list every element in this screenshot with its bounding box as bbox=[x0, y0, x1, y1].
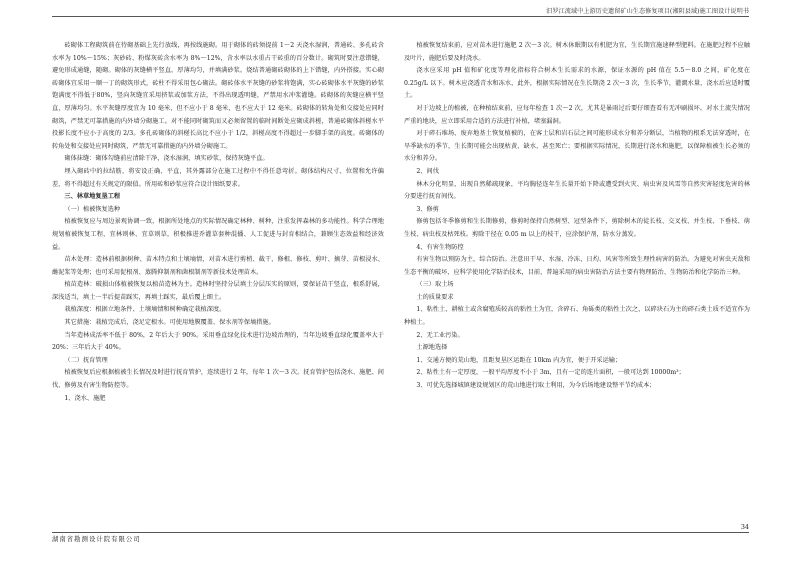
paragraph: 土的质量要求 bbox=[416, 293, 454, 301]
subsection-heading: （一）植被恢复选种 bbox=[64, 205, 121, 213]
paragraph: 2、间伐 bbox=[416, 167, 439, 175]
paragraph: 当年造林成活率不低于 80%，2 年后大于 90%。采用垂直绿化技术进行边坡治理的，当年边坡垂直绿化覆盖率大于 20%；三年后大于 40%。 bbox=[52, 331, 384, 352]
paragraph: 其它措施：栽植完成后，浇足定根水。可使用地膜覆盖、保水剂等保墒措施。 bbox=[64, 319, 275, 327]
paragraph: 植被恢复应与周边景观协调一致，根据所处地点的实际情况确定林种、树种，注重发挥森林的多功能性。科学合理地规划植被恢复工程，宜林则林、宜草则草，积极推进乔灌草套种混播、人工促进与封育相结合，兼顾生态效益和经济效益。 bbox=[52, 218, 384, 251]
header-title: 汨罗江流域中上游历史遗留矿山生态修复项目(湘阴县域)施工图设计说明书 bbox=[546, 8, 749, 15]
page-header bbox=[0, 0, 793, 20]
paragraph: 砖砌体工程砌筑前在待砌基础上先行放线，再按线施砌。用于砌体的砖须提前 1～2 天浇水湿润，普通砖、多孔砖含水率为 10%～15%；灰砂砖、粉煤灰砖含水率为 8%～12%，含水率以水重占干砖重的百分数计。砌筑时要注意错缝，避免形成通缝，随砌。砌体的灰缝横平竖直，厚薄均匀，并填满砂浆。烧结普通砌砖砌体的上下错缝，内外搭接。实心砌砖砌体宜采用一顺一丁的砌筑形式，砖柱不得采用包心砌法。砌砖体水平灰缝的砂浆将饱满，实心砖砌体水平灰缝的砂浆饱满度不得低于80%，竖向灰缝宜采用挤浆或加浆方法，不得出现透明缝，严禁用水冲浆灌缝。砖砌体的灰缝应横平竖直，厚薄均匀。水平灰缝厚度宜为 10 毫米，但不应小于 8 毫米，也不应大于 12 毫米。砖砌体的转角处和交接处应同时砌筑，严禁无可靠措施的内外墙分砌施工。对不能同时砌筑而又必须留置的临时间断处应砌成斜槎，普通砖砌体斜槎水平投影长度不应小于高度的 2/3。多孔砖砌体的斜槎长高比不应小于 1/2，斜槎高度不得超过一步脚手架的高度。砖砌体的转角处和交接处应同时砌筑，严禁无可靠措施的内外墙分砌施工。 bbox=[52, 42, 384, 150]
paragraph: 砌体抹缝：砌体勾缝前应清除干净，浇水湿润，填实砂浆，保持灰缝平直。 bbox=[64, 155, 269, 163]
paragraph: 对于边坡上的植被，在种植结束前，应每年检查 1 次～2 次，尤其是暴雨过后要仔细查看有无冲刷损坏。对水土流失情况严重的地块，应立即采用合适的方法进行补植，堵塞漏洞。 bbox=[404, 104, 750, 125]
footer-rule bbox=[52, 532, 749, 533]
paragraph: 4、有害生物防控 bbox=[416, 243, 464, 251]
page-number: 34 bbox=[740, 523, 749, 531]
paragraph: 修剪包括冬季修剪和生长期修剪，修剪时保持自然树型、冠型条件下，剪除树木的徒长枝、交叉枝、并生枝、下垂枝、萌生枝、病虫枝及枯死枝。剪除干径在 0.05 m 以上的枝干，应涂保护剂，防水分蒸发。 bbox=[404, 218, 750, 238]
paragraph: 2、粘性土有一定厚度，一般平均厚度不小于 3m，且有一定的连片面积，一般可达到 10000m³； bbox=[416, 369, 685, 377]
paragraph: 1、粘性土，耕植土或含腐殖质较高的粘性土为宜，含碎石、角砾类的粘性土次之，以碎块石为主的碎石类土质不适宜作为种植土。 bbox=[404, 306, 750, 327]
paragraph: 埋入砌砖中的拉结筋，将安设正确、平直，其外露部分在施工过程中不得任意弯折。砌体结构尺寸、位置和允许偏差，将不得超过有关规定的限值。所用砖和砂浆应符合设计图纸要求。 bbox=[52, 167, 384, 188]
paragraph: 3、可优先选择城镇建设规划区的荒山地进行取土利用，为今后场地建设整平节约成本； bbox=[416, 382, 656, 390]
paragraph: 对于碎石堆场、废弃地基土恢复植被的，在客土层和岩石层之间可能形成水分和养分断层，当植物的根系无法穿透时，在旱季缺水的季节，生长期可能会出现枯黄、缺水，甚至死亡；要根据实际情况，长期进行浇水和施肥，以保障植被生长必须的水分和养分。 bbox=[404, 130, 750, 163]
paragraph: 植苗造林：破损山体植被恢复以植苗造林为主。造林时坚持分层填土分层压实的原则，要保证苗干竖直，根系舒展，深浅适当，填土一半后提苗踩实，再填土踩实，最后覆上细土。 bbox=[52, 281, 384, 301]
right-column bbox=[404, 40, 750, 393]
paragraph: 有害生物以预防为主，综合防治。注意田干早、水湿、冷冻、日灼、风害等所致生理性病害的防治。为避免对害虫天敌和生态平衡的破坏，应科学使用化学防治技术，目前，普遍采用的病虫害防治方法主要有物理防治、生物防治和化学防治三种。 bbox=[404, 256, 750, 276]
paragraph: 1、交通方便的荒山地，且距复垦区运距在 10km 内为宜，便于开采运输； bbox=[416, 356, 622, 364]
paragraph: 苗木处理：造林前根据树种、苗木特点和土壤墒情，对苗木进行剪梢、截干、修根、修枝、剪叶、摘芽、苗根浸水、蘸泥浆等处理；也可采用促根剂、蒸腾抑制剂和菌根制剂等新技术处理苗木。 bbox=[52, 256, 384, 276]
paragraph: 土源地选择 bbox=[416, 344, 448, 352]
paragraph: 浇水应采用 pH 值和矿化度等理化指标符合树木生长需求的水源，保证水源的 pH 值在 5.5～8.0 之间，矿化度在 0.25g/L 以下。树木应浇透青水和冻水，此外，根据实际情况在生长期浇 2 次～3 次，生长季节，灌溉水量，浇水后应适时覆土。 bbox=[404, 67, 750, 100]
subsection-heading: （三）取土场 bbox=[416, 281, 454, 289]
paragraph: 3、修剪 bbox=[416, 205, 439, 213]
subsection-heading: （二）抚育管理 bbox=[64, 356, 108, 364]
paragraph: 栽植深度：根据立地条件、土壤墒情和树种确定栽植深度。 bbox=[64, 306, 226, 314]
paragraph: 植被恢复结束前，应对苗木进行施肥 2 次～3 次。树木休眠期以有机肥为宜，生长期宜施速释型肥料。在施肥过程不应触及叶片，施肥后要及时浇水。 bbox=[404, 42, 750, 62]
header-rule bbox=[52, 16, 749, 17]
footer-company: 湖南省勘测设计院有限公司 bbox=[52, 535, 141, 543]
section-heading: 三、林草地复垦工程 bbox=[64, 193, 121, 201]
paragraph: 1、浇水、施肥 bbox=[64, 394, 106, 402]
paragraph: 2、无工业污染。 bbox=[416, 331, 464, 339]
paragraph: 林木分化明显，出现自然稀疏现象，平均胸径连年生长量开始下降或遭受到火灾、病虫害及风雪等自然灾害轻度危害的林分要进行抚育间伐。 bbox=[404, 180, 750, 201]
left-column bbox=[52, 40, 384, 405]
paragraph: 植被恢复后应根据植被生长情况及时进行抚育管护，连续进行 2 年，每年 1 次～3 次。抚育管护包括浇水、施肥、间伐、修剪及有害生物防控等。 bbox=[52, 369, 384, 390]
